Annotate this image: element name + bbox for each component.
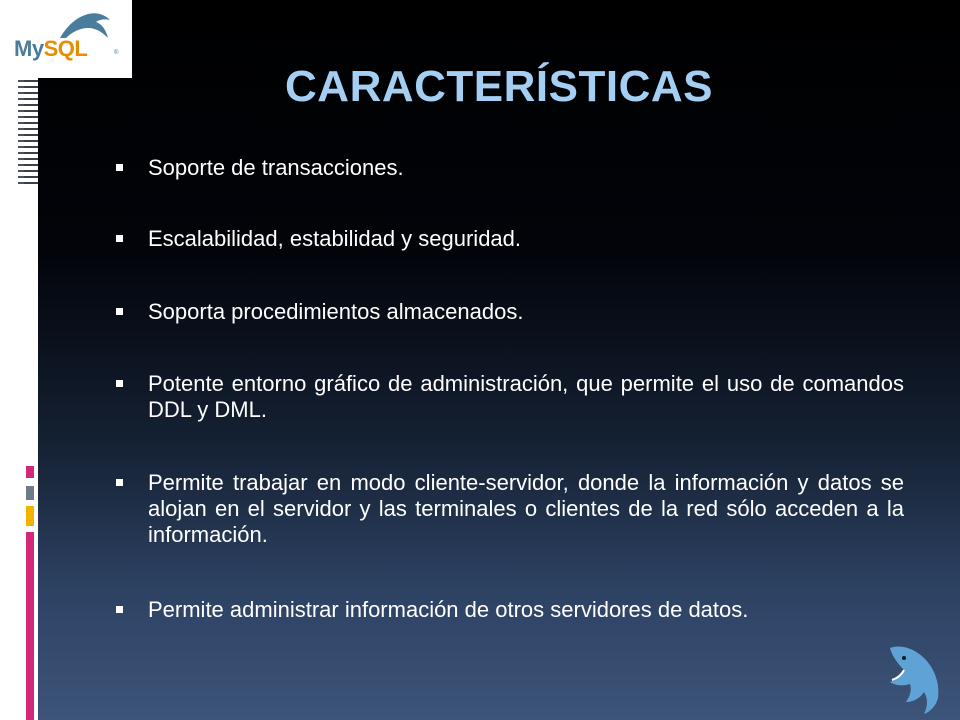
square-bullet-icon [116,164,123,171]
decorative-rail-pink-block [26,466,34,478]
dolphin-icon [880,640,952,716]
bullet-item [114,371,904,423]
bullet-item [114,155,904,181]
decorative-rail-stripes-overlay [24,70,38,186]
bullet-text: Permite trabajar en modo cliente-servidor, donde la información y datos se alojan en el servidor y las terminales o clientes de la red sólo acceden a la información. [148,470,904,547]
square-bullet-icon [116,308,123,315]
bullet-text: Escalabilidad, estabilidad y seguridad. [148,226,522,251]
mysql-logo-text [14,36,87,62]
decorative-rail-gray-block [26,486,34,500]
square-bullet-icon [116,606,123,613]
bullet-item [114,226,904,252]
mysql-logo-registered-mark: ® [114,50,119,56]
decorative-rail-yellow-block [26,506,34,526]
square-bullet-icon [116,235,123,242]
slide-title: CARACTERÍSTICAS [285,62,713,111]
bullet-text: Soporta procedimientos almacenados. [148,299,524,324]
bullet-item [114,299,904,325]
bullet-text: Soporte de transacciones. [148,155,404,180]
decorative-rail-pink-bar [26,532,34,720]
bullet-text: Potente entorno gráfico de administración, que permite el uso de comandos DDL y DML. [148,371,904,422]
mysql-logo-sql: SQL [43,36,88,61]
mysql-logo-my: My [14,36,44,61]
square-bullet-icon [116,479,123,486]
bullet-item [114,470,904,548]
bullet-item [114,597,904,623]
square-bullet-icon [116,380,123,387]
bullet-text: Permite administrar información de otros servidores de datos. [148,597,749,622]
